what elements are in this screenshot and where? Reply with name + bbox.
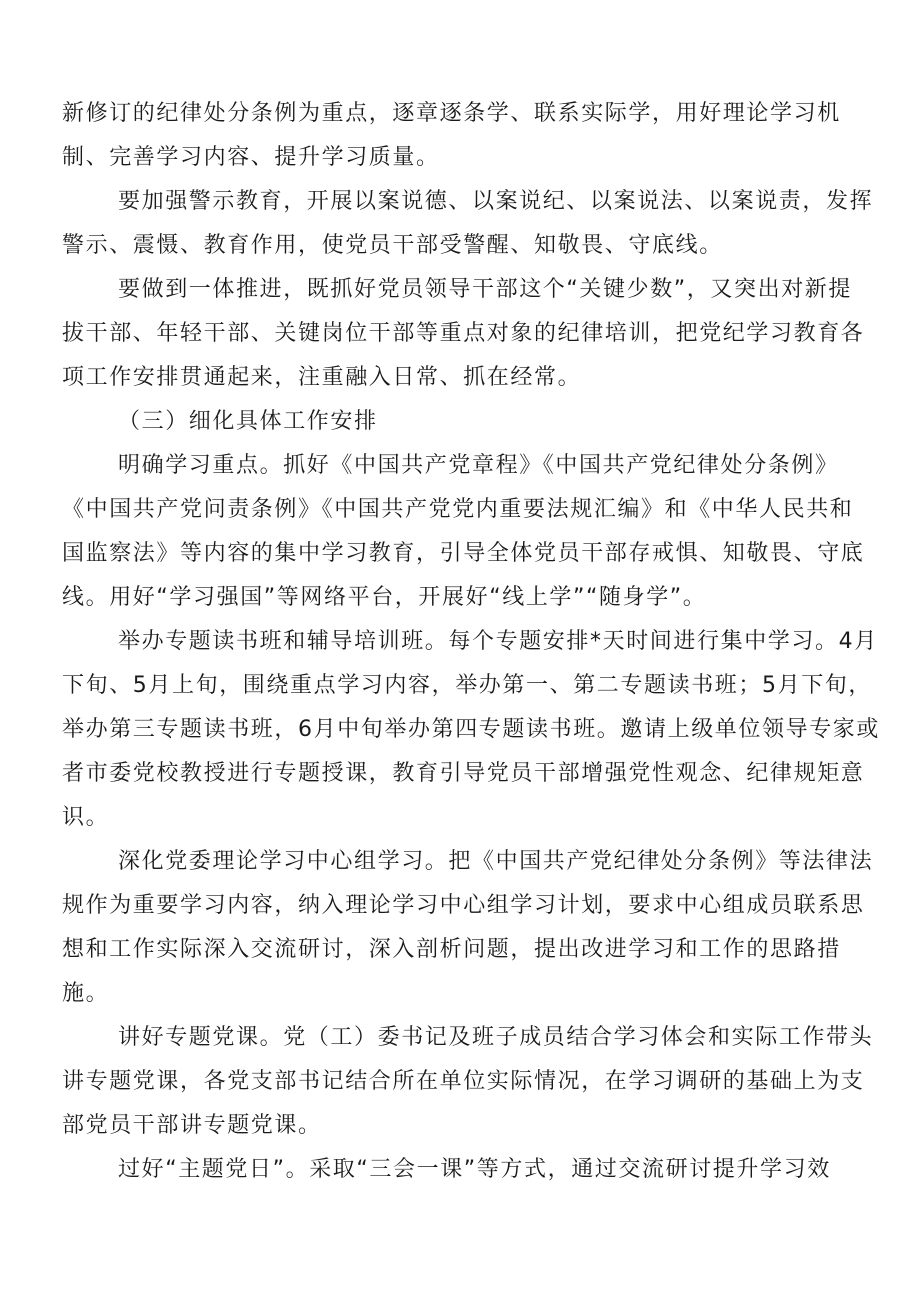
section-heading: （三）细化具体工作安排 bbox=[118, 409, 378, 434]
text-line: 讲专题党课，各党支部书记结合所在单位实际情况，在学习调研的基础上为支 bbox=[62, 1069, 865, 1094]
paragraph-warning-education bbox=[62, 180, 874, 268]
text-line: 讲好专题党课。党（工）委书记及班子成员结合学习体会和实际工作带头 bbox=[118, 1025, 874, 1050]
paragraph-study-focus-continued bbox=[62, 92, 862, 180]
text-line: 新修订的纪律处分条例为重点，逐章逐条学、联系实际学，用好理论学习机 bbox=[62, 101, 841, 126]
paragraph-reading-classes bbox=[62, 620, 880, 840]
paragraph-theme-party-day bbox=[62, 1148, 862, 1192]
text-line: 项工作安排贯通起来，注重融入日常、抓在经常。 bbox=[62, 365, 582, 390]
document-body bbox=[62, 92, 880, 1192]
text-line: 拔干部、年轻干部、关键岗位干部等重点对象的纪律培训，把党纪学习教育各 bbox=[62, 321, 865, 346]
text-line: 线。用好“学习强国”等网络平台，开展好“线上学”“随身学”。 bbox=[62, 585, 707, 610]
text-line: 者市委党校教授进行专题授课，教育引导党员干部增强党性观念、纪律规矩意 bbox=[62, 761, 865, 786]
paragraph-central-group-study bbox=[62, 840, 874, 1016]
text-line: 深化党委理论学习中心组学习。把《中国共产党纪律处分条例》等法律法 bbox=[118, 849, 874, 874]
text-line: 《中国共产党问责条例》《中国共产党党内重要法规汇编》和《中华人民共和 bbox=[62, 497, 854, 522]
text-line: 要加强警示教育，开展以案说德、以案说纪、以案说法、以案说责，发挥 bbox=[118, 189, 874, 214]
text-line: 举办第三专题读书班，6月中旬举办第四专题读书班。邀请上级单位领导专家或 bbox=[62, 717, 880, 742]
text-line: 要做到一体推进，既抓好党员领导干部这个“关键少数”，又突出对新提 bbox=[118, 277, 852, 302]
text-line: 识。 bbox=[62, 805, 110, 830]
text-line: 制、完善学习内容、提升学习质量。 bbox=[62, 145, 440, 170]
text-line: 施。 bbox=[62, 981, 110, 1006]
text-line: 想和工作实际深入交流研讨，深入剖析问题，提出改进学习和工作的思路措 bbox=[62, 937, 841, 962]
text-line: 过好“主题党日”。采取“三会一课”等方式，通过交流研讨提升学习效 bbox=[118, 1157, 831, 1182]
text-line: 规作为重要学习内容，纳入理论学习中心组学习计划，要求中心组成员联系思 bbox=[62, 893, 865, 918]
paragraph-clarify-study-focus bbox=[62, 444, 865, 620]
text-line: 国监察法》等内容的集中学习教育，引导全体党员干部存戒惧、知敬畏、守底 bbox=[62, 541, 865, 566]
text-line: 下旬、5月上旬，围绕重点学习内容，举办第一、第二专题读书班；5月下旬， bbox=[62, 673, 872, 698]
text-line: 明确学习重点。抓好《中国共产党章程》《中国共产党纪律处分条例》 bbox=[118, 453, 839, 478]
text-line: 部党员干部讲专题党课。 bbox=[62, 1113, 322, 1138]
paragraph-integrated-promotion bbox=[62, 268, 865, 400]
text-line: 举办专题读书班和辅导培训班。每个专题安排*天时间进行集中学习。4月 bbox=[118, 629, 878, 654]
section-heading-3 bbox=[62, 400, 862, 444]
paragraph-party-lectures bbox=[62, 1016, 874, 1148]
text-line: 警示、震慑、教育作用，使党员干部受警醒、知敬畏、守底线。 bbox=[62, 233, 723, 258]
